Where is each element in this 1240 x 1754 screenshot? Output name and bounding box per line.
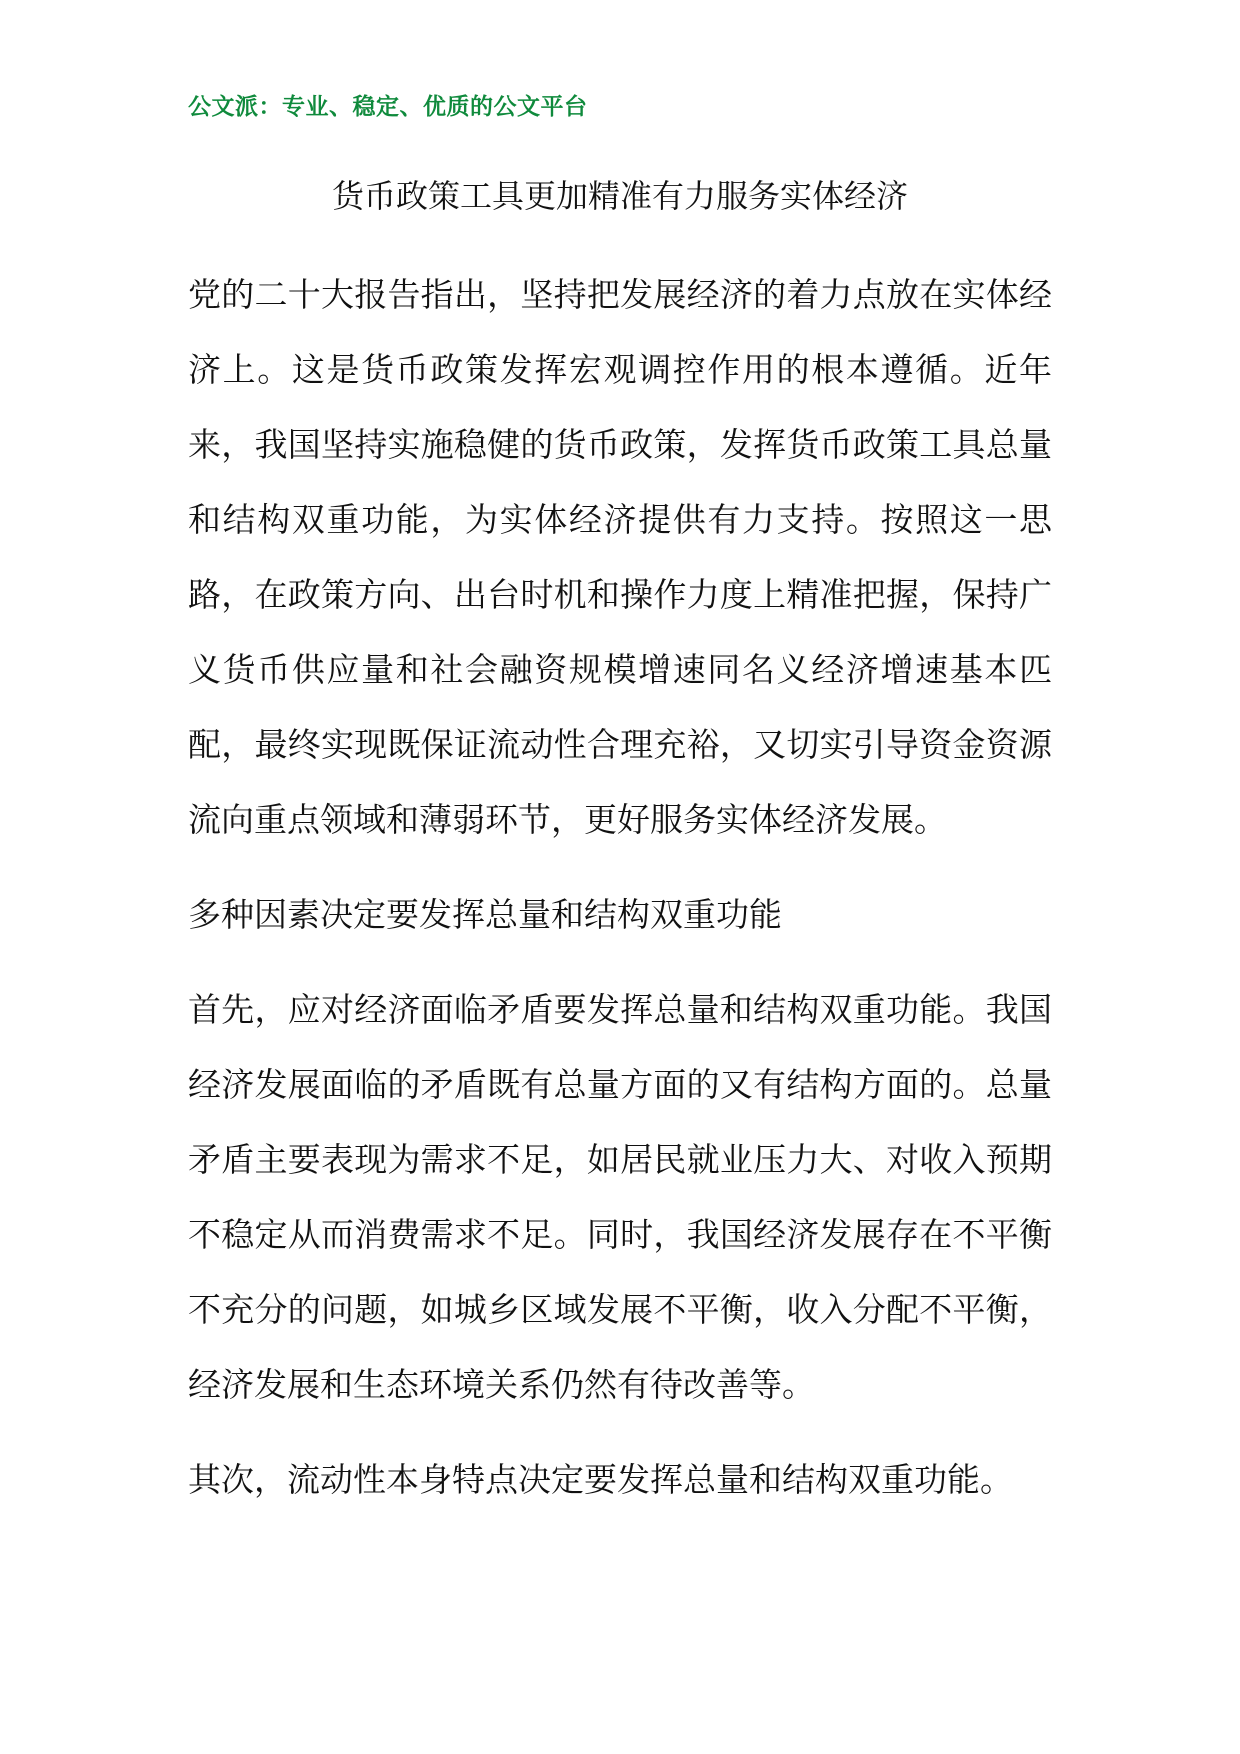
- section-subheading: 多种因素决定要发挥总量和结构双重功能: [188, 895, 782, 934]
- body-paragraph-1: 党的二十大报告指出，坚持把发展经济的着力点放在实体经济上。这是货币政策发挥宏观调控作用的根本遵循。近年来，我国坚持实施稳健的货币政策，发挥货币政策工具总量和结构双重功能，为实体经济提供有力支持。按照这一思路，在政策方向、出台时机和操作力度上精准把握，保持广义货币供应量和社会融资规模增速同名义经济增速基本匹配，最终实现既保证流动性合理充裕，又切实引导资金资源流向重点领域和薄弱环节，更好服务实体经济发展。: [188, 275, 1052, 839]
- document-title: 货币政策工具更加精准有力服务实体经济: [331, 177, 908, 215]
- platform-banner: 公文派：专业、稳定、优质的公文平台: [188, 94, 588, 120]
- document-body: [188, 257, 1052, 1537]
- body-paragraph-2: 首先，应对经济面临矛盾要发挥总量和结构双重功能。我国经济发展面临的矛盾既有总量方面的又有结构方面的。总量矛盾主要表现为需求不足，如居民就业压力大、对收入预期不稳定从而消费需求不足。同时，我国经济发展存在不平衡不充分的问题，如城乡区域发展不平衡，收入分配不平衡，经济发展和生态环境关系仍然有待改善等。: [188, 990, 1052, 1404]
- body-paragraph-3: 其次，流动性本身特点决定要发挥总量和结构双重功能。: [188, 1460, 1013, 1499]
